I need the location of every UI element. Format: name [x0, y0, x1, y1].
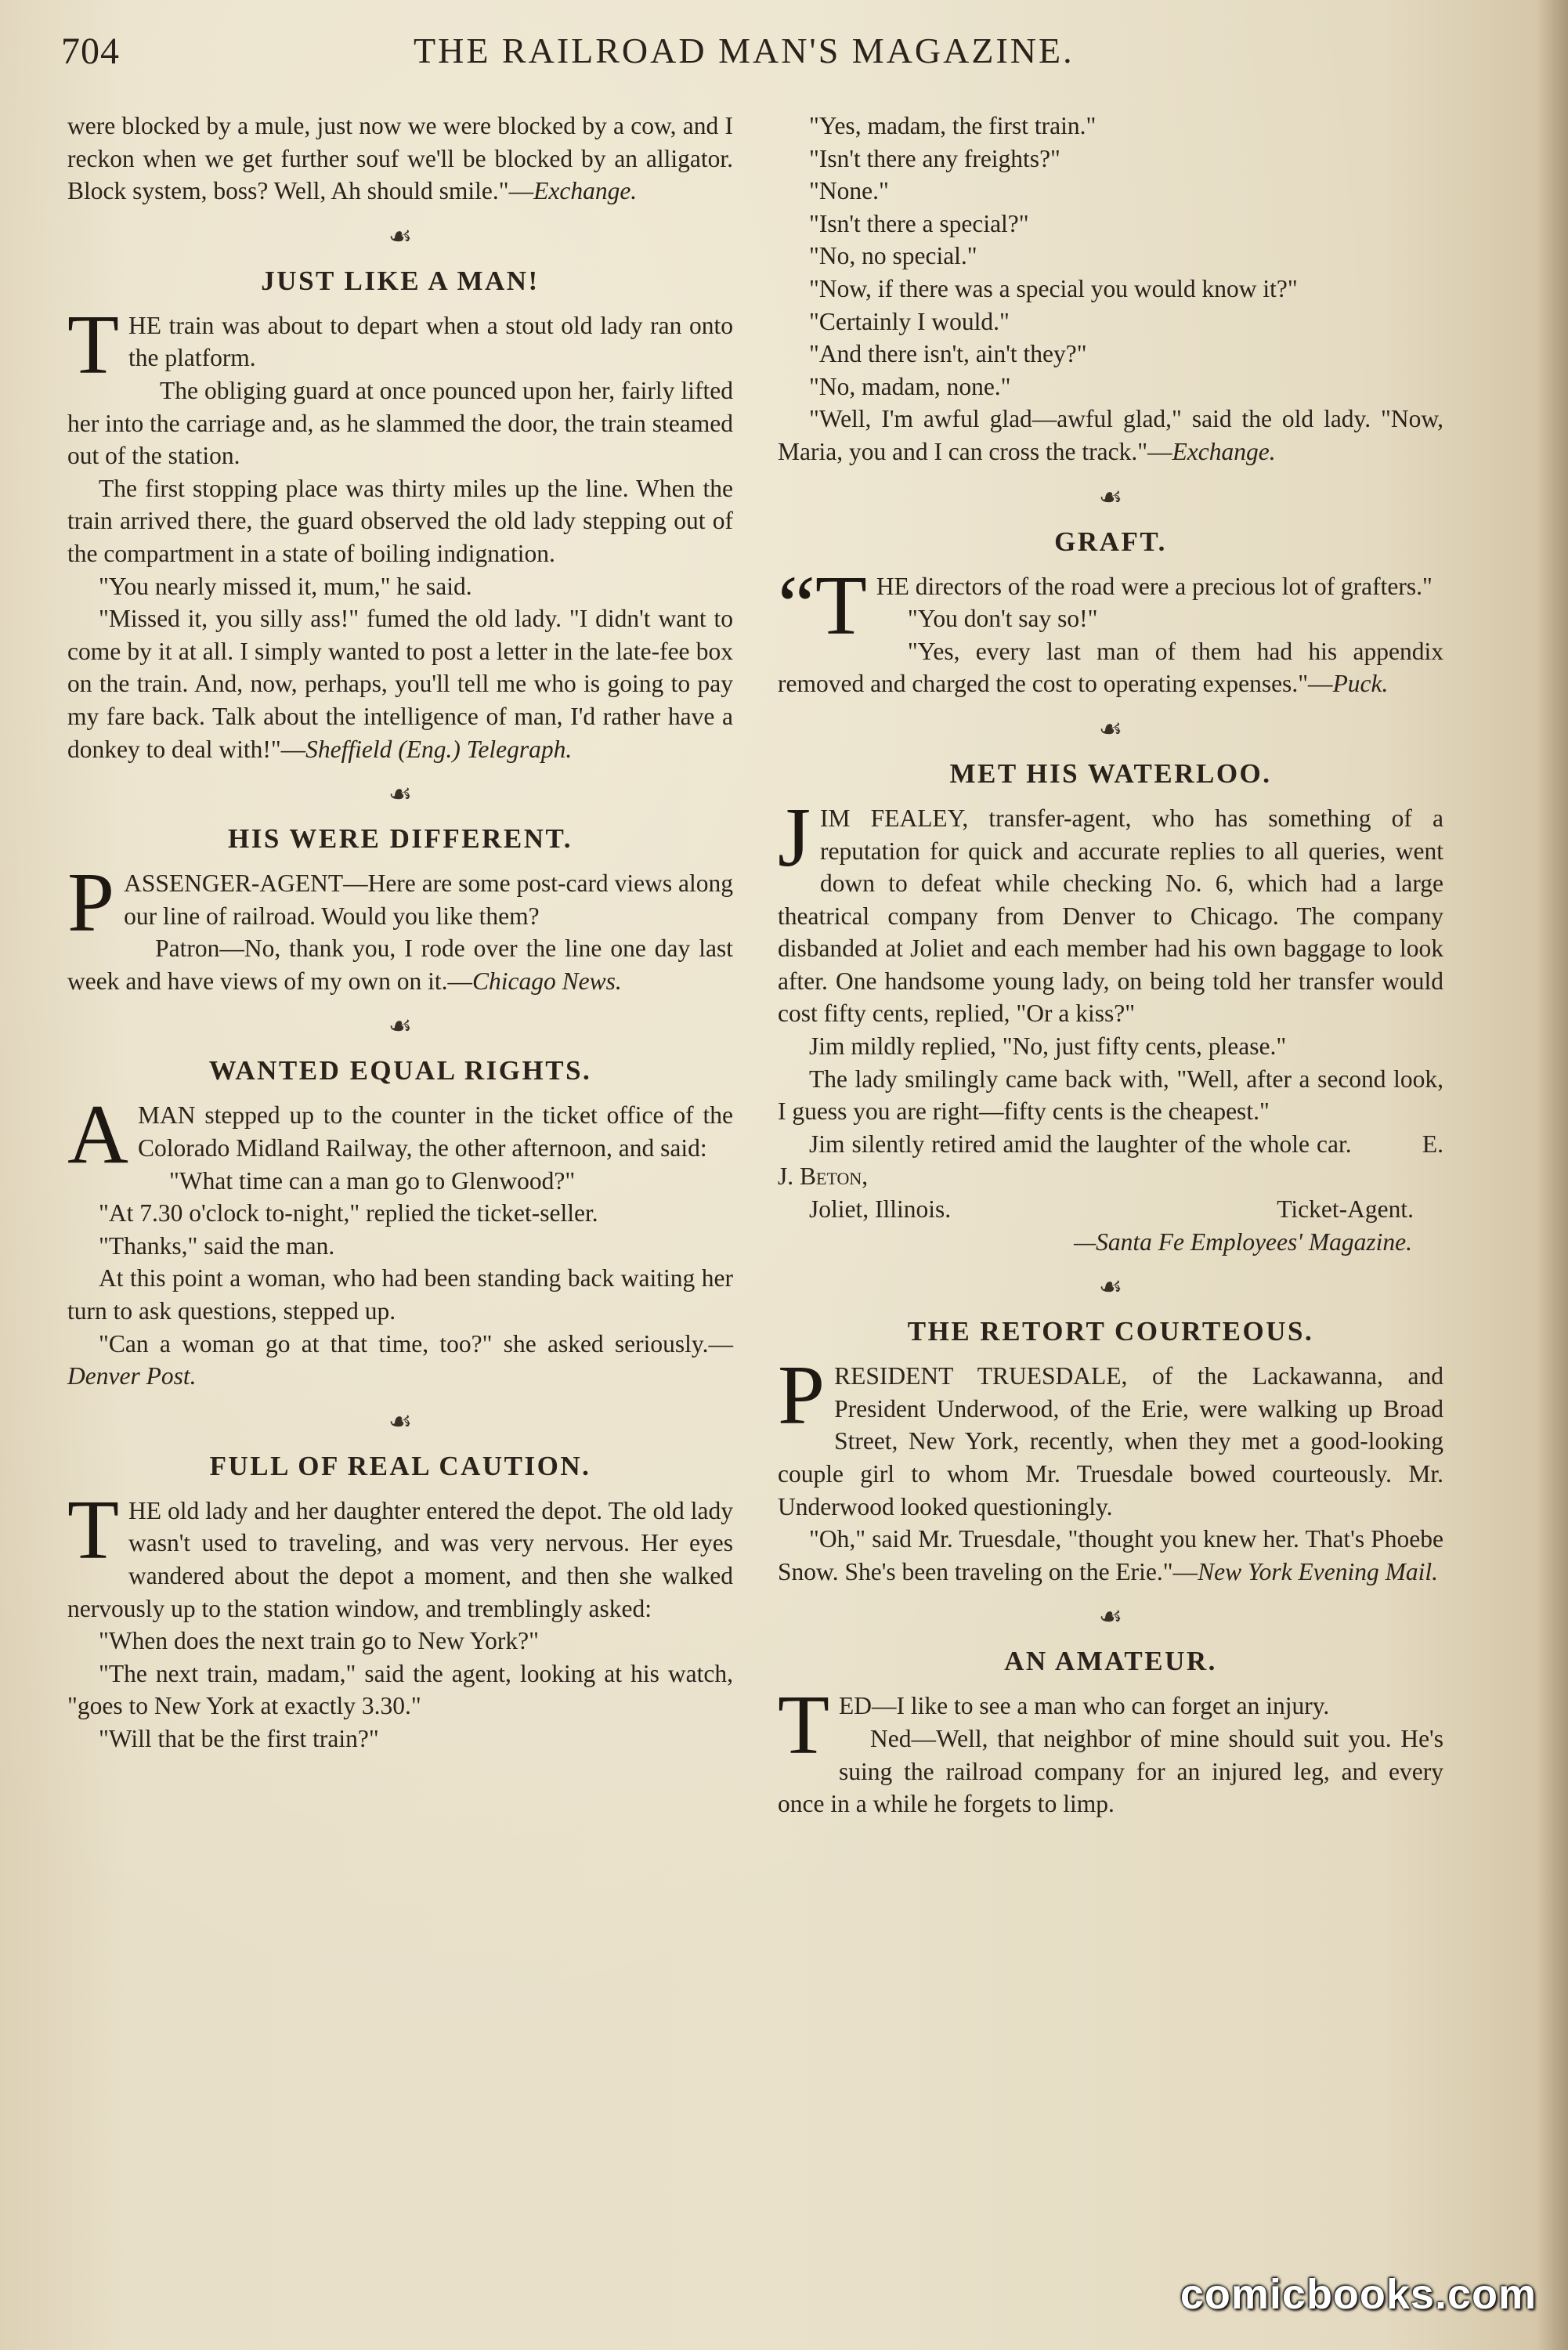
paragraph: "Oh," said Mr. Truesdale, "thought you knew her. That's Phoebe Snow. She's been traveling on the Erie."—New York Evening Mail. [778, 1525, 1443, 1585]
paragraph: TED—I like to see a man who can forget an injury. [778, 1679, 1330, 1773]
source-credit: Exchange. [1172, 437, 1276, 465]
paragraph: "You don't say so!" [907, 605, 1098, 633]
page-number: 704 [61, 31, 120, 72]
article-continuation [67, 110, 733, 208]
drop-cap: “T [778, 559, 867, 653]
watermark: comicbooks.com [1180, 2271, 1537, 2318]
ornament-icon: ☙ [388, 222, 413, 251]
headline: HIS WERE DIFFERENT. [227, 823, 573, 855]
paragraph: THE train was about to depart when a stout old lady ran onto the platform. [67, 298, 733, 392]
drop-cap: J [778, 790, 811, 884]
source-credit: Denver Post. [67, 1362, 197, 1390]
paragraph: "What time can a man go to Glenwood?" [169, 1166, 576, 1195]
paragraph: Ned—Well, that neighbor of mine should suit you. He's suing the railroad company for an injured leg, and every once in a while he forgets to limp. [778, 1724, 1443, 1818]
headline: MET HIS WATERLOO. [949, 757, 1272, 789]
paragraph: The obliging guard at once pounced upon her, fairly lifted her into the carriage and, as he slammed the door, the train steamed out of the station. [67, 376, 733, 470]
paragraph: "You nearly missed it, mum," he said. [99, 572, 472, 600]
source-credit: Chicago News. [472, 967, 622, 995]
ornament-icon: ☙ [1098, 1273, 1123, 1303]
headline: THE RETORT COURTEOUS. [907, 1316, 1314, 1347]
paragraph: "Isn't there any freights?" [809, 144, 1060, 172]
article-retort-courteous [778, 1314, 1443, 1588]
drop-cap: A [67, 1088, 128, 1182]
article-his-were-different [67, 822, 733, 997]
headline: WANTED EQUAL RIGHTS. [208, 1055, 592, 1086]
paragraph: "Now, if there was a special you would know it?" [809, 274, 1298, 302]
headline: AN AMATEUR. [1004, 1646, 1217, 1677]
ornament-icon: ☙ [388, 1407, 413, 1437]
source-credit: Sheffield (Eng.) Telegraph. [305, 735, 573, 763]
drop-cap: T [67, 1483, 119, 1577]
paragraph: "Thanks," said the man. [99, 1231, 335, 1260]
headline: FULL OF REAL CAUTION. [209, 1450, 591, 1481]
headline: GRAFT. [1054, 526, 1167, 557]
paragraph: JIM FEALEY, transfer-agent, who has something of a reputation for quick and accurate replies to all queries, went down to defeat while checking No. 6, which had a large theatrical company from Denver to Chicago. The company disbanded at Joliet and each member had his own baggage to look after. One handsome young lady, on being told her transfer would cost fifty cents, replied, "Or a kiss?" [778, 790, 1443, 1028]
ornament-icon: ☙ [388, 1012, 413, 1042]
paragraph: "When does the next train go to New York?" [99, 1627, 539, 1655]
paragraph: "Will that be the first train?" [99, 1724, 379, 1752]
drop-cap: T [67, 298, 119, 392]
page-header [61, 30, 1455, 77]
paragraph: THE old lady and her daughter entered the depot. The old lady wasn't used to traveling, and was very nervous. Her eyes wandered about the depot a moment, and then she walked nervously up to the station window, and tremblingly asked: [67, 1483, 733, 1622]
paragraph: "Yes, madam, the first train." [809, 112, 1097, 139]
page-edge-shadow [1537, 0, 1568, 2350]
paragraph: "Missed it, you silly ass!" fumed the old lady. "I didn't want to come by it at all. I simply wanted to post a letter in the late-fee box on the train. And, now, perhaps, you'll tell me who is going to pay my fare back. Talk about the intelligence of man, I'd rather have a donkey to deal with!"—Sheffield (Eng.) Telegraph. [67, 605, 733, 763]
paragraph: The lady smilingly came back with, "Well, after a second look, I guess you are right—fifty cents is the cheapest." [778, 1065, 1443, 1126]
headline: JUST LIKE A MAN! [261, 265, 540, 296]
paragraph: "At 7.30 o'clock to-night," replied the ticket-seller. [99, 1199, 598, 1227]
drop-cap: T [778, 1679, 829, 1773]
paragraph: Jim mildly replied, "No, just fifty cents, please." [809, 1032, 1287, 1061]
article-graft [778, 525, 1443, 700]
paragraph: "Well, I'm awful glad—awful glad," said the old lady. "Now, Maria, you and I can cross the track."—Exchange. [778, 405, 1443, 465]
source-credit: Exchange. [533, 177, 638, 205]
article-met-his-waterloo [778, 757, 1443, 1258]
article-caution-continued [778, 110, 1443, 468]
paragraph: "The next train, madam," said the agent, looking at his watch, "goes to New York at exactly 3.30." [67, 1659, 733, 1720]
article-wanted-equal-rights [67, 1054, 733, 1392]
paragraph: Patron—No, thank you, I rode over the line one day last week and have views of my own on it.—Chicago News. [67, 935, 733, 995]
running-title: THE RAILROAD MAN'S MAGAZINE. [414, 31, 1075, 70]
drop-cap: P [67, 856, 115, 950]
paragraph: At this point a woman, who had been standing back waiting her turn to ask questions, stepped up. [67, 1264, 733, 1325]
signature-line [778, 1193, 1443, 1226]
source-credit: Puck. [1332, 670, 1389, 698]
paragraph: "Certainly I would." [809, 307, 1010, 335]
article-an-amateur [778, 1644, 1443, 1820]
paragraph: "And there isn't, ain't they?" [809, 340, 1087, 368]
paragraph: Jim silently retired amid the laughter of the whole car. E. J. Beton, [778, 1130, 1444, 1191]
paragraph: "Isn't there a special?" [809, 209, 1029, 237]
signature-title: Ticket-Agent. [1277, 1195, 1414, 1224]
article-full-of-real-caution [67, 1449, 733, 1755]
paragraph: "No, madam, none." [809, 372, 1011, 400]
ornament-icon: ☙ [1098, 483, 1123, 512]
paragraph: "Can a woman go at that time, too?" she asked seriously.—Denver Post. [67, 1329, 733, 1390]
paragraph: AMAN stepped up to the counter in the ticket office of the Colorado Midland Railway, the other afternoon, and said: [67, 1088, 733, 1182]
drop-cap: P [778, 1349, 826, 1443]
paragraph: PRESIDENT TRUESDALE, of the Lackawanna, and President Underwood, of the Erie, were walking up Broad Street, New York, recently, when they met a good-looking couple girl to whom Mr. Truesdale bowed courteously. Mr. Underwood looked questioningly. [778, 1349, 1443, 1520]
paragraph: "None." [809, 177, 889, 205]
ornament-icon: ☙ [1098, 714, 1123, 744]
right-column [778, 110, 1443, 1820]
paragraph: PASSENGER-AGENT—Here are some post-card views along our line of railroad. Would you like them? [67, 856, 733, 950]
left-column [67, 110, 733, 1755]
signature-name: E. J. Beton, [778, 1130, 1444, 1191]
article-just-like-a-man [67, 264, 733, 765]
ornament-icon: ☙ [388, 780, 413, 810]
paragraph: were blocked by a mule, just now we were blocked by a cow, and I reckon when we get further souf we'll be blocked by an alligator. Block system, boss? Well, Ah should smile."—Exchange. [67, 112, 733, 205]
ornament-icon: ☙ [1098, 1603, 1123, 1632]
paragraph: “THE directors of the road were a precious lot of grafters." [778, 559, 1433, 653]
paragraph: The first stopping place was thirty miles up the line. When the train arrived there, the guard observed the old lady stepping out of the compartment in a state of boiling indignation. [67, 474, 733, 567]
source-credit: New York Evening Mail. [1198, 1557, 1438, 1585]
signature-place: Joliet, Illinois. [809, 1195, 952, 1224]
source-credit: —Santa Fe Employees' Magazine. [1074, 1227, 1412, 1256]
paragraph: "Yes, every last man of them had his appendix removed and charged the cost to operating expenses."—Puck. [778, 637, 1443, 698]
paragraph: "No, no special." [809, 242, 977, 270]
